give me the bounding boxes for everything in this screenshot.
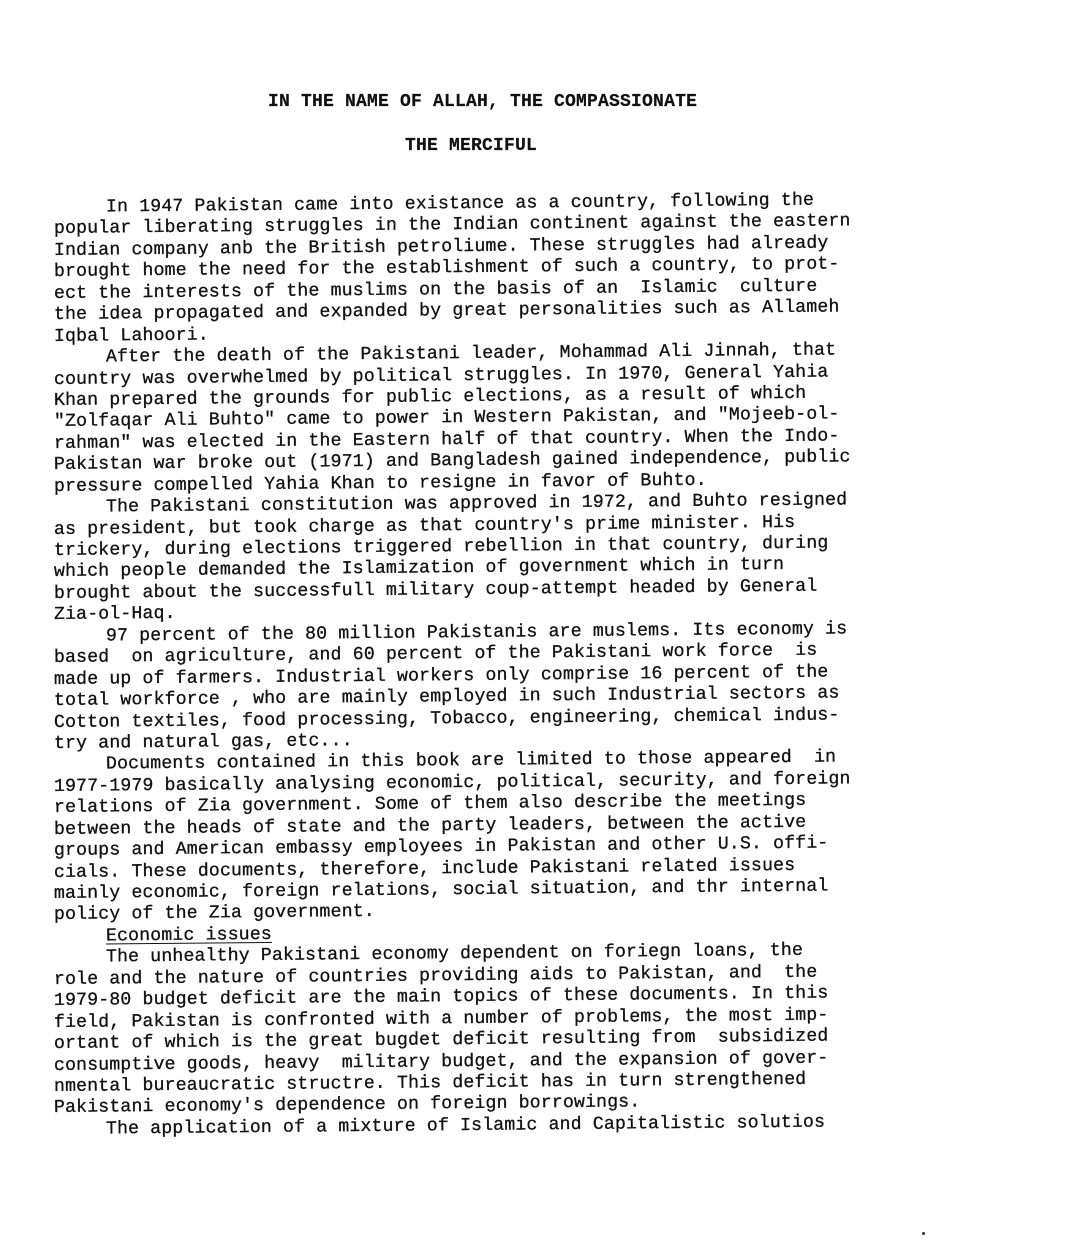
document-title-line-2: THE MERCIFUL: [405, 136, 538, 156]
body-line: made up of farmers. Industrial workers only comprise 16 percent of the: [53, 662, 829, 690]
body-line: brought about the successfull military coup-attempt headed by General: [53, 576, 818, 604]
body-line: The application of a mixture of Islamic and Capitalistic solutios: [105, 1112, 826, 1140]
body-line: 1977-1979 basically analysing economic, political, security, and foreign: [53, 769, 851, 797]
body-line: Indian company anb the British petroliume. These struggles had already: [53, 233, 829, 261]
body-line: "Zolfaqar Ali Buhto" came to power in Western Pakistan, and "Mojeeb-ol-: [53, 404, 840, 433]
body-line: Khan prepared the grounds for public elections, as a result of which: [53, 383, 807, 411]
body-line: cials. These documents, therefore, include Pakistani related issues: [53, 855, 796, 883]
body-line: pressure compelled Yahia Khan to resigne in favor of Buhto.: [53, 470, 707, 497]
scan-speck: [922, 1232, 925, 1235]
section-heading: Economic issues: [105, 924, 273, 947]
body-line: ortant of which is the great bugdet deficit resulting from subsidized: [53, 1026, 829, 1055]
body-line: based on agriculture, and 60 percent of the Pakistani work force is: [53, 640, 818, 669]
body-line: policy of the Zia government.: [53, 902, 375, 926]
body-line: Documents contained in this book are limited to those appeared in: [105, 747, 837, 775]
body-line: the idea propagated and expanded by great personalities such as Allameh: [53, 297, 840, 326]
body-line: Zia-ol-Haq.: [53, 604, 176, 626]
body-line: Pakistani economy's dependence on foreign borrowings.: [53, 1092, 641, 1119]
document-title-line-1: IN THE NAME OF ALLAH, THE COMPASSIONATE: [268, 92, 698, 112]
body-line: 1979-80 budget deficit are the main topics of these documents. In this: [53, 983, 829, 1012]
body-line: After the death of the Pakistani leader, Mohammad Ali Jinnah, that: [105, 340, 837, 368]
body-line: ect the interests of the muslims on the basis of an Islamic culture: [53, 276, 818, 304]
body-line: 97 percent of the 80 million Pakistanis are muslems. Its economy is: [105, 619, 848, 647]
body-line: which people demanded the Islamization of government which in turn: [53, 555, 785, 583]
body-line: groups and American embassy employees in Pakistan and other U.S. offi-: [53, 833, 829, 862]
body-line: Cotton textiles, food processing, Tobacco, engineering, chemical indus-: [53, 704, 840, 733]
body-line: as president, but took charge as that country's prime minister. His: [53, 512, 796, 540]
body-line: rahman" was elected in the Eastern half of that country. When the Indo-: [53, 426, 840, 454]
body-line: Pakistan war broke out (1971) and Bangladesh gained independence, public: [53, 447, 851, 476]
body-line: The unhealthy Pakistani economy dependent on foriegn loans, the: [105, 941, 804, 968]
body-line: try and natural gas, etc...: [53, 731, 353, 754]
body-line: country was overwhelmed by political struggles. In 1970, General Yahia: [53, 362, 829, 390]
body-line: nmental bureaucratic structre. This deficit has in turn strengthened: [53, 1069, 807, 1097]
body-line: brought home the need for the establishment of such a country, to prot-: [53, 254, 840, 283]
body-line: relations of Zia government. Some of them also describe the meetings: [53, 791, 807, 819]
body-line: mainly economic, foreign relations, social situation, and thr internal: [53, 876, 829, 904]
body-line: total workforce , who are mainly employed in such Industrial sectors as: [53, 683, 840, 712]
body-line: consumptive goods, heavy military budget, and the expansion of gover-: [53, 1048, 829, 1076]
body-line: field, Pakistan is confronted with a number of problems, the most imp-: [53, 1005, 829, 1033]
body-line: The Pakistani constitution was approved in 1972, and Buhto resigned: [105, 490, 848, 518]
body-line: between the heads of state and the party leaders, between the active: [53, 812, 807, 840]
body-line: In 1947 Pakistan came into existance as a country, following the: [105, 190, 815, 218]
body-line: trickery, during elections triggered rebellion in that country, during: [53, 533, 829, 561]
document-body: [53, 190, 984, 1141]
body-line: popular liberating struggles in the Indian continent against the eastern: [53, 211, 851, 240]
body-line: Iqbal Lahoori.: [53, 325, 209, 347]
body-line: role and the nature of countries providing aids to Pakistan, and the: [53, 962, 818, 990]
